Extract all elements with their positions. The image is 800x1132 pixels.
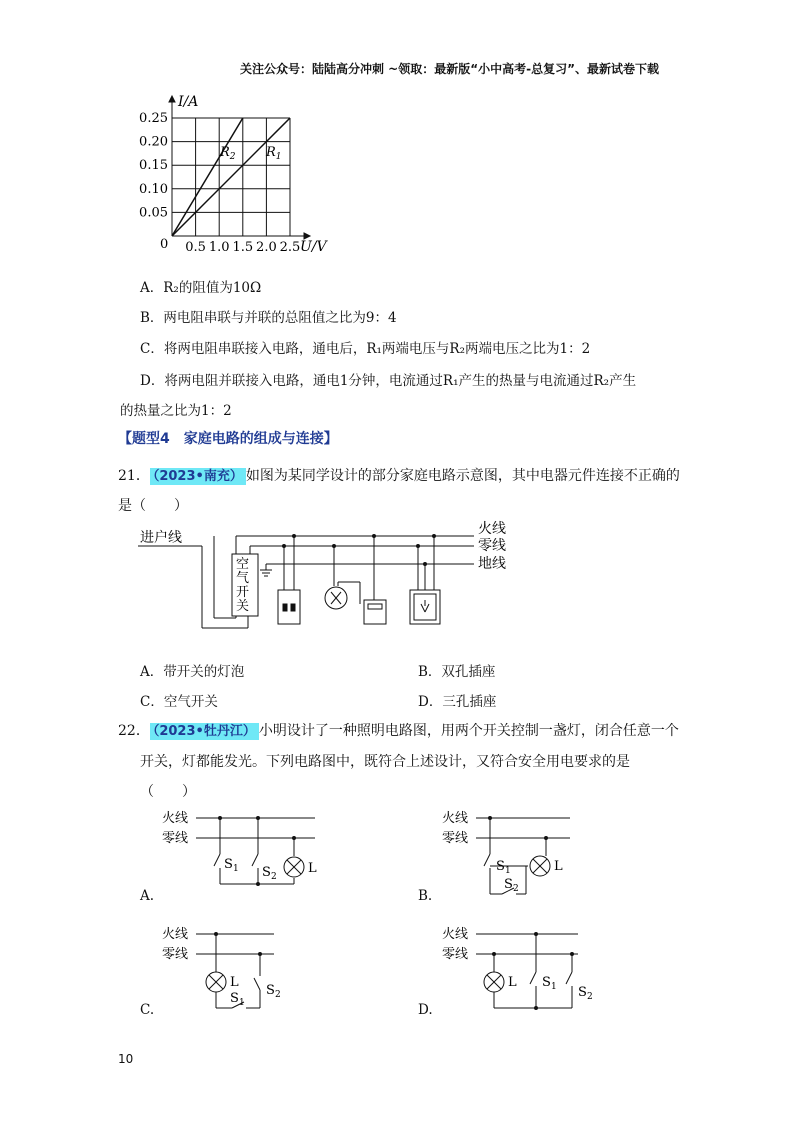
- q22-stem-cont: 开关，灯都能发光。下列电路图中，既符合上述设计，又符合安全用电要求的是: [140, 754, 630, 770]
- svg-text:1: 1: [233, 864, 239, 874]
- origin-label: 0: [160, 237, 169, 252]
- s2-label: S: [504, 877, 513, 892]
- circuit-option-c[interactable]: [160, 924, 310, 1014]
- series-line-r2: [172, 118, 243, 236]
- q22-source-tag: （2023•牡丹江）: [150, 723, 259, 740]
- ground-wire-label: 地线: [478, 556, 506, 572]
- x-tick-label: 2.5: [279, 240, 301, 255]
- y-tick-label: 0.15: [139, 158, 168, 174]
- y-tick-label: 0.25: [139, 111, 168, 126]
- x-tick-label: 1.0: [208, 240, 230, 255]
- y-axis-label: I/A: [178, 94, 199, 110]
- q21-text: 如图为某同学设计的部分家庭电路示意图，其中电器元件连接不正确的: [245, 468, 680, 484]
- breaker-label-3: 开: [236, 585, 250, 600]
- s2-label: S: [262, 865, 271, 880]
- q20-option-c[interactable]: C．将两电阻串联接入电路，通电后，R₁两端电压与R₂两端电压之比为1：2: [140, 341, 591, 357]
- series-label-r2: $R_2$: [220, 145, 236, 162]
- s2-label: S: [578, 985, 587, 1000]
- lamp-label: L: [308, 861, 317, 876]
- breaker-label-1: 空: [236, 557, 250, 572]
- neutral-wire-label: 零线: [478, 538, 506, 554]
- q21-option-a[interactable]: A．带开关的灯泡: [140, 664, 245, 680]
- live-label: 火线: [162, 927, 189, 942]
- svg-text:1: 1: [505, 866, 511, 876]
- svg-text:1: 1: [239, 998, 245, 1008]
- x-tick-label: 1.5: [232, 240, 254, 255]
- svg-text:1: 1: [551, 982, 557, 992]
- x-axis-label: U/V: [300, 239, 327, 255]
- q20-option-d-cont: 的热量之比为1：2: [120, 403, 232, 419]
- y-axis-arrow: [169, 96, 175, 102]
- circuit-a-label: A.: [140, 888, 155, 904]
- live-label: 火线: [442, 811, 469, 826]
- y-tick-label: 0.10: [139, 181, 168, 197]
- breaker-label-2: 气: [236, 571, 250, 586]
- q21-option-c[interactable]: C．空气开关: [140, 694, 218, 710]
- iu-chart: [120, 88, 350, 258]
- svg-text:2: 2: [513, 884, 519, 894]
- circuit-option-b[interactable]: [440, 808, 590, 898]
- s1-label: S: [230, 991, 239, 1006]
- q21-stem-cont: 是（ ）: [118, 498, 188, 514]
- breaker-label-4: 关: [236, 599, 250, 614]
- page-header: 关注公众号：陆陆高分冲刺 ~领取：最新版“小中高考-总复习”、最新试卷下载: [240, 62, 659, 76]
- lamp-label: L: [230, 975, 239, 990]
- series-label-r1: $R_1$: [266, 145, 282, 162]
- q22-text: 小明设计了一种照明电路图，用两个开关控制一盏灯，闭合任意一个: [258, 723, 679, 739]
- svg-text:2: 2: [275, 990, 281, 1000]
- q21-stem: [118, 465, 680, 485]
- lamp-label: L: [554, 859, 563, 874]
- q21-option-b[interactable]: B．双孔插座: [418, 664, 496, 680]
- q22-number: 22．: [118, 723, 150, 739]
- q22-stem-cont2: （ ）: [140, 784, 196, 800]
- circuit-d-label: D.: [418, 1002, 433, 1018]
- neutral-label: 零线: [442, 831, 469, 846]
- q21-option-d[interactable]: D．三孔插座: [418, 694, 497, 710]
- x-tick-label: 0.5: [185, 240, 206, 255]
- q21-number: 21．: [118, 468, 150, 484]
- q20-option-a[interactable]: A．R₂的阻值为10Ω: [140, 280, 262, 296]
- series-line-r1: [172, 118, 290, 236]
- q20-option-b[interactable]: B．两电阻串联与并联的总阻值之比为9：4: [140, 310, 397, 326]
- s1-label: S: [496, 859, 505, 874]
- svg-text:2: 2: [271, 872, 277, 882]
- s1-label: S: [542, 975, 551, 990]
- section-title: 【题型4 家庭电路的组成与连接】: [118, 431, 338, 447]
- y-tick-label: 0.20: [139, 134, 168, 150]
- circuit-option-a[interactable]: [160, 808, 330, 898]
- circuit-c-label: C.: [140, 1002, 155, 1018]
- live-label: 火线: [162, 811, 189, 826]
- neutral-label: 零线: [162, 831, 189, 846]
- y-tick-label: 0.05: [139, 205, 168, 221]
- q20-option-d[interactable]: D．将两电阻并联接入电路，通电1分钟，电流通过R₁产生的热量与电流通过R₂产生: [140, 373, 637, 389]
- household-circuit-diagram: [138, 518, 528, 638]
- page-number: 10: [118, 1052, 134, 1066]
- s1-label: S: [224, 857, 233, 872]
- incoming-line-label: 进户线: [140, 530, 182, 546]
- q22-stem: [118, 720, 679, 740]
- neutral-label: 零线: [162, 947, 189, 962]
- live-label: 火线: [442, 927, 469, 942]
- x-tick-label: 2.0: [256, 240, 277, 255]
- lamp-label: L: [508, 975, 517, 990]
- circuit-b-label: B.: [418, 888, 433, 904]
- svg-text:2: 2: [587, 992, 593, 1002]
- live-wire-label: 火线: [478, 521, 506, 537]
- s2-label: S: [266, 983, 275, 998]
- neutral-label: 零线: [442, 947, 469, 962]
- circuit-option-d[interactable]: [440, 924, 600, 1014]
- q21-source-tag: （2023•南充）: [150, 468, 246, 485]
